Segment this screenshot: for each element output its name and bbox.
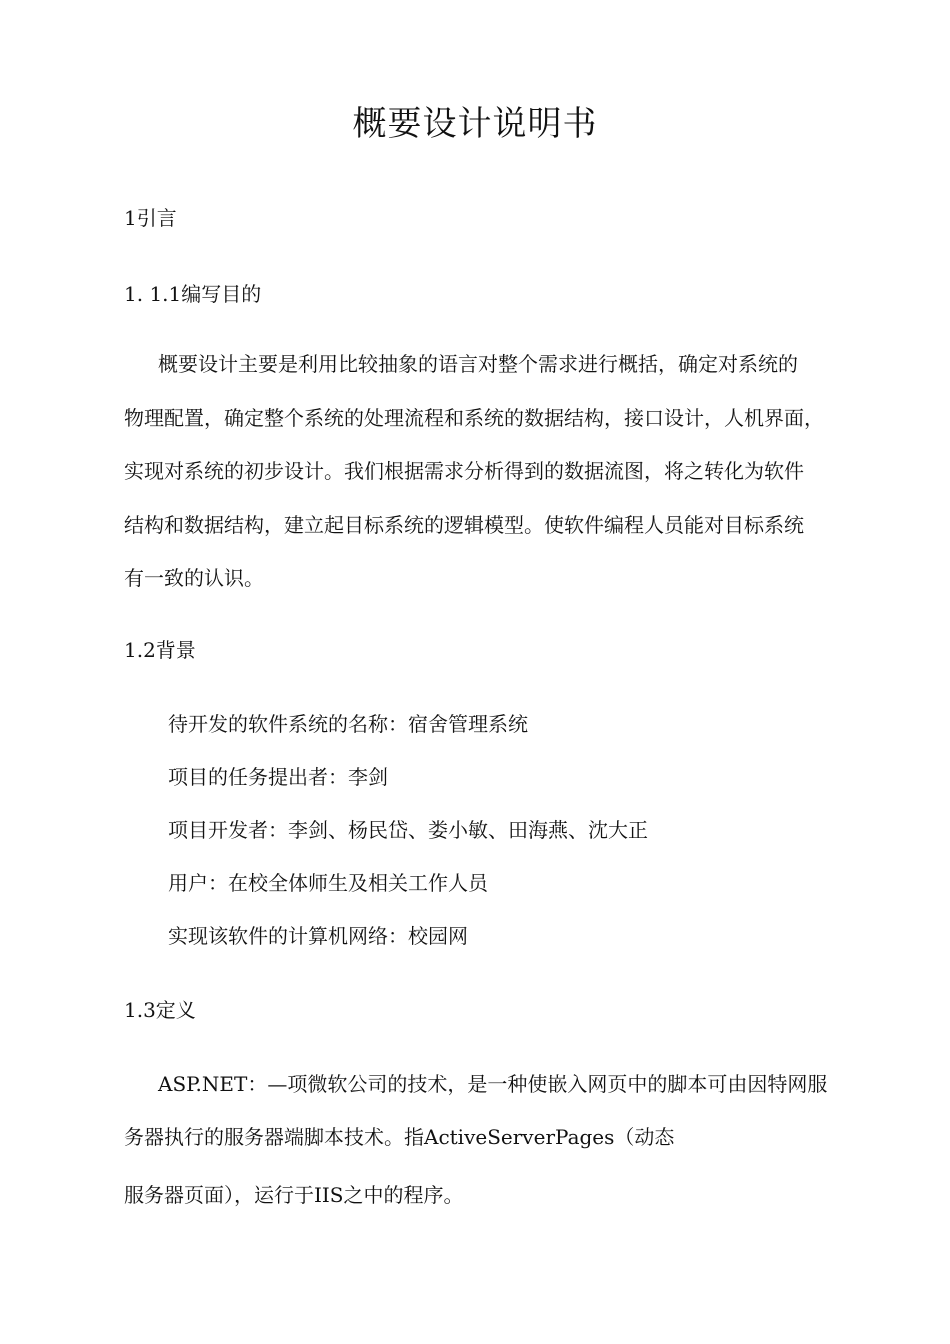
definition-paragraph-line: 服务器页面），运行于IIS之中的程序。 (124, 1183, 464, 1207)
background-item-users: 用户：在校全体师生及相关工作人员 (168, 871, 488, 895)
background-item-task-proposer: 项目的任务提出者：李剑 (168, 765, 388, 789)
section-1-2-heading: 1.2背景 (124, 638, 196, 662)
document-title: 概要设计说明书 (352, 104, 598, 144)
definition-paragraph-line: ASP.NET：—项微软公司的技术，是一种使嵌入网页中的脚本可由因特网服 (158, 1072, 828, 1096)
definition-paragraph-line: 务器执行的服务器端脚本技术。指ActiveServerPages（动态 (124, 1125, 675, 1149)
section-1-1-paragraph-line: 实现对系统的初步设计。我们根据需求分析得到的数据流图，将之转化为软件 (124, 459, 804, 483)
section-1-1-paragraph-line: 概要设计主要是利用比较抽象的语言对整个需求进行概括，确定对系统的 (158, 352, 798, 376)
background-item-system-name: 待开发的软件系统的名称：宿舍管理系统 (168, 712, 528, 736)
section-1-1-paragraph-line: 有一致的认识。 (124, 566, 264, 590)
section-1-heading: 1引言 (124, 206, 177, 230)
section-1-3-heading: 1.3定义 (124, 998, 196, 1022)
section-1-1-heading: 1. 1.1编写目的 (124, 282, 262, 306)
section-1-1-paragraph-line: 物理配置，确定整个系统的处理流程和系统的数据结构，接口设计，人机界面， (124, 406, 824, 430)
background-item-network: 实现该软件的计算机网络：校园网 (168, 924, 468, 948)
section-1-1-paragraph-line: 结构和数据结构，建立起目标系统的逻辑模型。使软件编程人员能对目标系统 (124, 513, 804, 537)
background-item-developers: 项目开发者：李剑、杨民岱、娄小敏、田海燕、沈大正 (168, 818, 648, 842)
